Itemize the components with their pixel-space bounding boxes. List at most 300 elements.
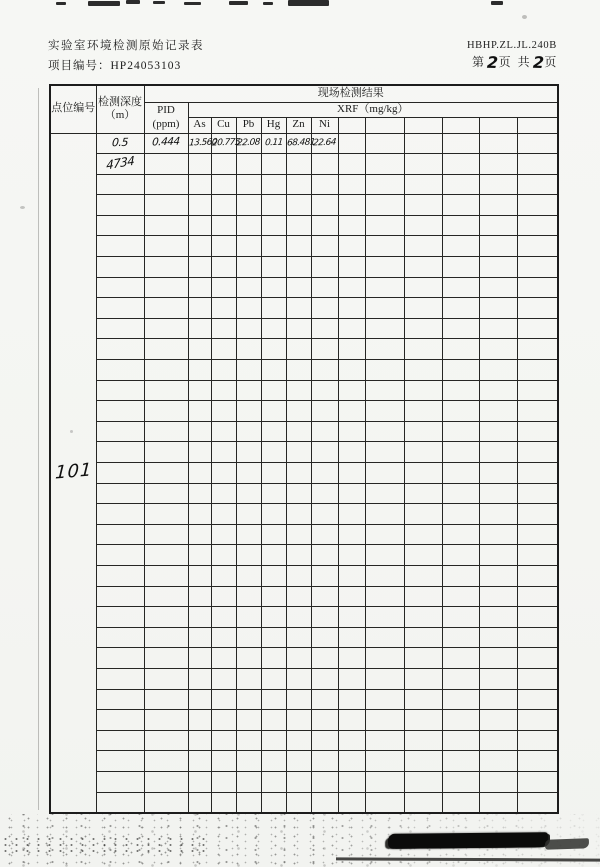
header-xrf: XRF（mg/kg）: [188, 102, 558, 117]
handwritten-value: 0.444: [151, 135, 181, 149]
xrf-value-cell: [311, 298, 338, 319]
xrf-value-cell: [188, 586, 211, 607]
xrf-value-cell: [211, 463, 236, 484]
xrf-value-cell: [442, 215, 479, 236]
xrf-value-cell: [442, 401, 479, 422]
xrf-value-cell: [338, 277, 365, 298]
xrf-value-cell: [311, 154, 338, 175]
xrf-value-cell: [517, 483, 558, 504]
xrf-value-cell: [517, 339, 558, 360]
xrf-value-cell: [211, 236, 236, 257]
pid-cell: [144, 298, 188, 319]
xrf-value-cell: [479, 751, 517, 772]
xrf-value-cell: [442, 154, 479, 175]
xrf-value-cell: [286, 174, 311, 195]
depth-cell: [96, 668, 144, 689]
xrf-value-cell: [188, 401, 211, 422]
xrf-value-cell: [211, 668, 236, 689]
xrf-value-cell: [236, 298, 261, 319]
xrf-value-cell: [338, 318, 365, 339]
xrf-value-cell: [311, 504, 338, 525]
depth-cell: [96, 154, 144, 175]
xrf-value-cell: [236, 607, 261, 628]
pid-cell: [144, 277, 188, 298]
table-row: [50, 277, 558, 298]
xrf-value-cell: [479, 524, 517, 545]
xrf-value-cell: [365, 689, 404, 710]
xrf-value-cell: [404, 771, 442, 792]
doc-code: HBHP.ZL.JL.240B: [467, 40, 557, 51]
xrf-value-cell: [517, 771, 558, 792]
xrf-value-cell: [311, 751, 338, 772]
xrf-value-cell: [479, 607, 517, 628]
page-number-handwritten: 2: [486, 52, 498, 73]
xrf-value-cell: [261, 586, 286, 607]
table-body: [50, 133, 558, 813]
xrf-value-cell: [236, 710, 261, 731]
xrf-value-cell: [236, 689, 261, 710]
xrf-value-cell: [261, 195, 286, 216]
xrf-value-cell: [365, 133, 404, 154]
xrf-value-cell: [442, 627, 479, 648]
pid-cell: [144, 648, 188, 669]
xrf-value-cell: [442, 339, 479, 360]
xrf-value-cell: [236, 215, 261, 236]
pid-cell: [144, 257, 188, 278]
xrf-value-cell: [188, 504, 211, 525]
xrf-value-cell: [236, 545, 261, 566]
xrf-value-cell: [338, 730, 365, 751]
table-row: [50, 133, 558, 154]
table-row: [50, 298, 558, 319]
xrf-value-cell: [404, 689, 442, 710]
pid-cell: [144, 545, 188, 566]
xrf-value-cell: [338, 195, 365, 216]
xrf-value-cell: [286, 524, 311, 545]
header-depth: 检测深度（m）: [96, 85, 144, 133]
xrf-value-cell: [236, 751, 261, 772]
depth-cell: [96, 504, 144, 525]
depth-cell: [96, 257, 144, 278]
xrf-value-cell: [365, 668, 404, 689]
xrf-value-cell: [479, 277, 517, 298]
pid-cell: [144, 710, 188, 731]
xrf-value-cell: [286, 771, 311, 792]
xrf-value-cell: [261, 257, 286, 278]
xrf-value-cell: [479, 154, 517, 175]
xrf-value-cell: [404, 236, 442, 257]
xrf-value-cell: [365, 277, 404, 298]
depth-cell: [96, 339, 144, 360]
xrf-value-cell: [517, 154, 558, 175]
xrf-value-cell: [286, 668, 311, 689]
pid-cell: [144, 771, 188, 792]
xrf-value-cell: [261, 463, 286, 484]
xrf-value-cell: [338, 421, 365, 442]
xrf-value-cell: [188, 627, 211, 648]
depth-cell: [96, 401, 144, 422]
xrf-value-cell: [188, 318, 211, 339]
xrf-value-cell: [311, 586, 338, 607]
xrf-value-cell: [261, 483, 286, 504]
depth-cell: [96, 792, 144, 813]
xrf-value-cell: [517, 710, 558, 731]
xrf-value-cell: [211, 380, 236, 401]
depth-cell: [96, 298, 144, 319]
xrf-value-cell: [517, 380, 558, 401]
xrf-value-cell: [286, 545, 311, 566]
xrf-value-cell: [338, 339, 365, 360]
xrf-value-cell: [311, 339, 338, 360]
xrf-value-cell: [261, 298, 286, 319]
pid-cell: [144, 565, 188, 586]
xrf-value-cell: [211, 545, 236, 566]
xrf-value-cell: [188, 730, 211, 751]
xrf-value-cell: [442, 463, 479, 484]
page-total-handwritten: 2: [532, 52, 544, 73]
depth-cell: [96, 236, 144, 257]
scan-noise-mark: [153, 1, 165, 4]
scan-noise-mark: [184, 2, 201, 5]
xrf-value-cell: [311, 648, 338, 669]
project-number-line: [48, 57, 181, 73]
pid-cell: [144, 236, 188, 257]
xrf-value-cell: [404, 401, 442, 422]
depth-cell: [96, 318, 144, 339]
header-pid: [144, 102, 188, 133]
xrf-value-cell: [236, 380, 261, 401]
xrf-value-cell: [261, 627, 286, 648]
xrf-value-cell: [442, 133, 479, 154]
xrf-value-cell: [261, 792, 286, 813]
xrf-value-cell: [365, 607, 404, 628]
table-row: [50, 236, 558, 257]
pid-cell: [144, 380, 188, 401]
table-row: [50, 401, 558, 422]
xrf-value-cell: [404, 792, 442, 813]
xrf-value-cell: [211, 215, 236, 236]
xrf-value-cell: [311, 710, 338, 731]
xrf-value-cell: [236, 668, 261, 689]
xrf-value-cell: [286, 257, 311, 278]
xrf-value-cell: [479, 648, 517, 669]
depth-cell: [96, 710, 144, 731]
xrf-value-cell: [211, 524, 236, 545]
page-prefix: 第: [472, 55, 487, 69]
xrf-value-cell: [338, 545, 365, 566]
xrf-value-cell: [404, 195, 442, 216]
xrf-value-cell: [338, 236, 365, 257]
table-row: [50, 442, 558, 463]
table-row: [50, 751, 558, 772]
depth-cell: [96, 174, 144, 195]
pid-cell: [144, 751, 188, 772]
xrf-value-cell: [286, 215, 311, 236]
xrf-value-cell: [365, 586, 404, 607]
xrf-value-cell: [338, 401, 365, 422]
xrf-value-cell: [286, 483, 311, 504]
scan-noise-mark: [263, 2, 273, 5]
depth-cell: [96, 627, 144, 648]
table-row: [50, 607, 558, 628]
table-row: [50, 771, 558, 792]
handwritten-value: 0.11: [264, 138, 283, 149]
xrf-value-cell: [211, 318, 236, 339]
header-point-no: 点位编号: [50, 85, 96, 133]
element-header-empty: [404, 117, 442, 133]
table-row: [50, 318, 558, 339]
xrf-value-cell: [261, 154, 286, 175]
xrf-value-cell: [211, 586, 236, 607]
pid-cell: [144, 195, 188, 216]
xrf-value-cell: [365, 442, 404, 463]
xrf-value-cell: [517, 195, 558, 216]
xrf-value-cell: [404, 586, 442, 607]
xrf-value-cell: [211, 751, 236, 772]
xrf-value-cell: [338, 463, 365, 484]
xrf-value-cell: [479, 730, 517, 751]
xrf-value-cell: [338, 751, 365, 772]
xrf-value-cell: [236, 627, 261, 648]
scan-noise-mark: [229, 1, 248, 5]
xrf-value-cell: [479, 792, 517, 813]
xrf-value-cell: [261, 504, 286, 525]
xrf-value-cell: [404, 277, 442, 298]
xrf-value-cell: [479, 215, 517, 236]
xrf-value-cell: [338, 710, 365, 731]
xrf-value-cell: [261, 442, 286, 463]
element-header-zn: Zn: [286, 117, 311, 133]
xrf-value-cell: [517, 627, 558, 648]
xrf-value-cell: [517, 751, 558, 772]
xrf-value-cell: [211, 771, 236, 792]
xrf-value-cell: [338, 154, 365, 175]
xrf-value-cell: [188, 751, 211, 772]
xrf-value-cell: [188, 257, 211, 278]
header-pid-line2: (ppm): [152, 117, 180, 130]
xrf-value-cell: [188, 689, 211, 710]
xrf-value-cell: [261, 524, 286, 545]
xrf-value-cell: [365, 710, 404, 731]
depth-cell: [96, 751, 144, 772]
xrf-value-cell: [236, 730, 261, 751]
xrf-value-cell: [236, 318, 261, 339]
xrf-value-cell: [211, 195, 236, 216]
xrf-value-cell: [517, 421, 558, 442]
xrf-value-cell: [188, 545, 211, 566]
xrf-value-cell: [236, 442, 261, 463]
xrf-value-cell: [404, 133, 442, 154]
xrf-value-cell: [311, 236, 338, 257]
xrf-value-cell: [188, 277, 211, 298]
xrf-value-cell: [261, 380, 286, 401]
xrf-value-cell: [211, 710, 236, 731]
xrf-value-cell: [286, 607, 311, 628]
pid-cell: [144, 463, 188, 484]
xrf-value-cell: [517, 648, 558, 669]
xrf-value-cell: [442, 524, 479, 545]
pid-cell: [144, 401, 188, 422]
xrf-value-cell: [261, 607, 286, 628]
xrf-value-cell: [261, 668, 286, 689]
pid-cell: [144, 504, 188, 525]
point-no-handwritten: 101: [54, 459, 93, 485]
xrf-value-cell: [517, 298, 558, 319]
depth-cell: [96, 545, 144, 566]
xrf-value-cell: [311, 257, 338, 278]
xrf-value-cell: [311, 545, 338, 566]
xrf-value-cell: [479, 483, 517, 504]
table-row: [50, 339, 558, 360]
element-header-as: As: [188, 117, 211, 133]
xrf-value-cell: [365, 751, 404, 772]
xrf-value-cell: [261, 730, 286, 751]
pid-cell: [144, 421, 188, 442]
xrf-value-cell: [188, 421, 211, 442]
xrf-value-cell: [338, 504, 365, 525]
table-row: [50, 504, 558, 525]
xrf-value-cell: [365, 421, 404, 442]
xrf-value-cell: [479, 689, 517, 710]
depth-cell: [96, 648, 144, 669]
xrf-value-cell: [311, 277, 338, 298]
xrf-value-cell: [517, 689, 558, 710]
xrf-value-cell: [404, 174, 442, 195]
xrf-value-cell: [338, 483, 365, 504]
xrf-value-cell: [442, 689, 479, 710]
xrf-value-cell: [365, 174, 404, 195]
xrf-value-cell: [442, 174, 479, 195]
point-no-cell: [50, 133, 96, 813]
xrf-value-cell: [442, 545, 479, 566]
xrf-value-cell: [261, 710, 286, 731]
xrf-value-cell: [404, 463, 442, 484]
xrf-value-cell: [479, 401, 517, 422]
xrf-value-cell: [261, 277, 286, 298]
xrf-value-cell: [261, 771, 286, 792]
xrf-value-cell: [479, 195, 517, 216]
xrf-value-cell: [479, 421, 517, 442]
xrf-value-cell: [286, 442, 311, 463]
xrf-value-cell: [365, 504, 404, 525]
element-header-empty: [338, 117, 365, 133]
xrf-value-cell: [479, 318, 517, 339]
xrf-value-cell: [404, 318, 442, 339]
xrf-value-cell: [236, 421, 261, 442]
xrf-value-cell: [338, 524, 365, 545]
xrf-value-cell: [479, 339, 517, 360]
xrf-value-cell: [236, 257, 261, 278]
table-row: [50, 710, 558, 731]
xrf-value-cell: [442, 257, 479, 278]
xrf-value-cell: [365, 318, 404, 339]
xrf-value-cell: [404, 504, 442, 525]
xrf-value-cell: [442, 504, 479, 525]
xrf-value-cell: [479, 236, 517, 257]
table-row: [50, 154, 558, 175]
xrf-value-cell: [211, 339, 236, 360]
pid-cell: [144, 627, 188, 648]
xrf-value-cell: [365, 298, 404, 319]
element-header-ni: Ni: [311, 117, 338, 133]
xrf-value-cell: [479, 298, 517, 319]
xrf-value-cell: [442, 483, 479, 504]
xrf-value-cell: [188, 154, 211, 175]
xrf-value-cell: [442, 318, 479, 339]
xrf-value-cell: [338, 215, 365, 236]
scan-noise-mark: [126, 0, 140, 4]
pid-cell: [144, 318, 188, 339]
xrf-value-cell: [404, 483, 442, 504]
pid-cell: [144, 792, 188, 813]
scan-noise-mark: [491, 1, 503, 5]
table-row: [50, 483, 558, 504]
depth-cell: [96, 565, 144, 586]
scan-noise-mark: [88, 1, 120, 6]
xrf-value-cell: [517, 133, 558, 154]
xrf-value-cell: [365, 627, 404, 648]
handwritten-value: 68.481: [286, 137, 315, 149]
depth-cell: [96, 524, 144, 545]
xrf-value-cell: [338, 133, 365, 154]
xrf-value-cell: [338, 174, 365, 195]
xrf-value-cell: [338, 380, 365, 401]
xrf-value-cell: [338, 298, 365, 319]
depth-cell: [96, 195, 144, 216]
xrf-value-cell: [311, 771, 338, 792]
table-row: [50, 586, 558, 607]
xrf-value-cell: [311, 463, 338, 484]
xrf-value-cell: [236, 339, 261, 360]
xrf-value-cell: [188, 174, 211, 195]
xrf-value-cell: [188, 668, 211, 689]
xrf-value-cell: [517, 668, 558, 689]
xrf-value-cell: [188, 792, 211, 813]
xrf-value-cell: [188, 195, 211, 216]
pid-cell: [144, 730, 188, 751]
record-table: [49, 84, 559, 814]
xrf-value-cell: [261, 215, 286, 236]
xrf-value-cell: [517, 174, 558, 195]
xrf-value-cell: [338, 627, 365, 648]
xrf-value-cell: [479, 710, 517, 731]
handwritten-value: 22.64: [312, 138, 337, 149]
xrf-value-cell: [404, 710, 442, 731]
xrf-value-cell: [442, 668, 479, 689]
xrf-value-cell: [188, 339, 211, 360]
xrf-value-cell: [365, 360, 404, 381]
xrf-value-cell: [365, 401, 404, 422]
xrf-value-cell: [236, 401, 261, 422]
pid-cell: [144, 483, 188, 504]
xrf-value-cell: [261, 565, 286, 586]
header-site-results: 现场检测结果: [144, 85, 558, 102]
depth-cell: [96, 360, 144, 381]
xrf-value-cell: [479, 504, 517, 525]
table-row: [50, 463, 558, 484]
scan-noise-mark: [56, 2, 66, 5]
depth-cell: [96, 421, 144, 442]
xrf-value-cell: [188, 442, 211, 463]
xrf-value-cell: [261, 133, 286, 154]
table-row: [50, 689, 558, 710]
xrf-value-cell: [404, 298, 442, 319]
xrf-value-cell: [311, 565, 338, 586]
xrf-value-cell: [236, 504, 261, 525]
xrf-value-cell: [479, 133, 517, 154]
depth-cell: [96, 483, 144, 504]
xrf-value-cell: [365, 154, 404, 175]
